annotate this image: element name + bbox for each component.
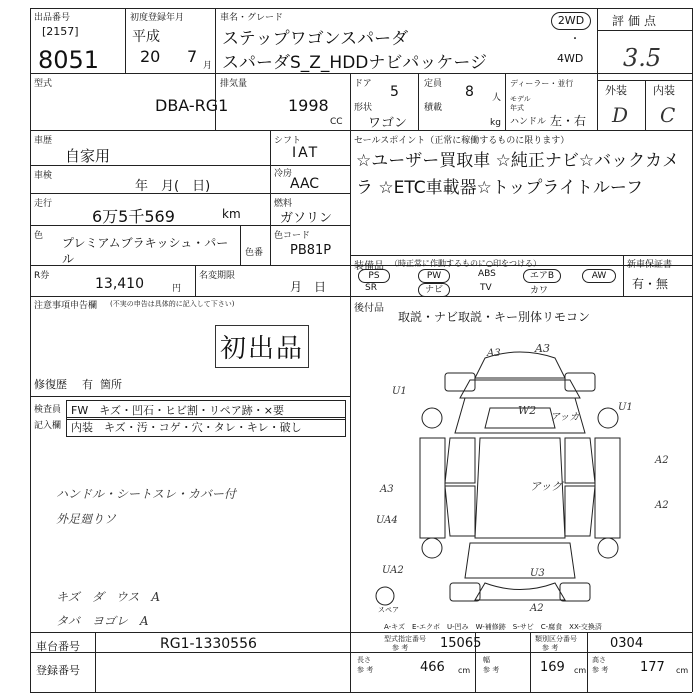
equip-tv: TV (480, 283, 492, 293)
grade: スパーダS_Z_HDDナビパッケージ (222, 53, 488, 73)
spare-tire-label: スペア (378, 606, 399, 614)
dealer-label: ディーラー・並行 (510, 79, 574, 88)
steering-value: 左・右 (550, 114, 587, 128)
damage-mark-13: A2 (655, 455, 669, 466)
aftermarket-items: 取説・ナビ取説・キー別体リモコン (398, 310, 591, 324)
inspector-interior-row: 内装 キズ・汚・コゲ・穴・タレ・キレ・破し (66, 417, 346, 437)
height-unit: cm (676, 666, 689, 675)
color-label: 色 (34, 231, 44, 241)
damage-mark-9: UA4 (376, 515, 398, 526)
color-code: PB81P (290, 243, 332, 258)
width-unit: cm (574, 666, 587, 675)
mileage: 6万5千569 (92, 207, 175, 226)
damage-mark-1: A3 (535, 342, 550, 355)
model-code: DBA-RG1 (155, 96, 229, 115)
width-ref: 参 考 (483, 666, 500, 674)
damage-mark-5: アッカ (550, 412, 580, 423)
repair-value: 有 (82, 378, 93, 391)
model-year-label: モデル (510, 95, 531, 103)
cc-unit: CC (330, 117, 343, 127)
model-name: ステップワゴンスパーダ (222, 29, 409, 49)
inspector-label-2: 記入欄 (34, 421, 62, 431)
notes-label: 注意事項申告欄 (34, 301, 98, 311)
damage-mark-3: U1 (392, 386, 407, 397)
damage-legend: A-キズ E-エクボ U-凹み W-補修跡 S-サビ C-腐食 XX-交換済 (384, 623, 602, 631)
type-number-label: 型式指定番号 (384, 635, 426, 643)
ac: AAC (290, 176, 320, 192)
shift-label: シフト (274, 136, 302, 146)
damage-mark-10: UA2 (382, 565, 404, 576)
yen-unit: 円 (172, 284, 182, 294)
damage-mark-12: A2 (655, 500, 669, 511)
capacity: 8 (465, 84, 474, 100)
ac-label: 冷房 (274, 169, 293, 179)
shift: IAT (292, 145, 320, 161)
equip-navi: ナビ (418, 283, 450, 297)
inspection-date: 年 月( 日) (135, 179, 211, 194)
length: 466 (420, 660, 445, 675)
inspector-note-4: タバ ヨゴレ A (56, 614, 149, 628)
length-label: 長さ (357, 656, 371, 664)
score-label: 評価点 (612, 14, 661, 28)
recycle-fee: 13,410 (95, 276, 144, 292)
equip-ps: PS (358, 269, 390, 283)
inspector-note-3: キズ ダ ウス A (56, 590, 161, 604)
color-no-label: 色番 (245, 248, 264, 258)
length-unit: cm (458, 666, 471, 675)
equip-aw: AW (582, 269, 616, 283)
vehicle-name-label: 車名・グレード (220, 13, 284, 23)
steering-label: ハンドル (510, 117, 547, 127)
first-registration-label: 初度登録年月 (130, 13, 185, 23)
load-label: 積載 (424, 103, 443, 113)
repair-places: 箇所 (100, 378, 122, 391)
km-unit: km (222, 207, 241, 221)
damage-mark-14: A2 (530, 603, 544, 614)
inspector-note-2: 外足廻りソ (56, 512, 117, 526)
model-code-label: 型式 (34, 79, 53, 89)
equipment-sub: （時正常に作動するものに○印をつける） (390, 259, 541, 268)
selling-points: ☆ユーザー買取車 ☆純正ナビ☆バックカメラ ☆ETC車載器☆トップライトルーフ (356, 151, 680, 198)
overall-score: 3.5 (623, 44, 662, 72)
new-manual-label: 新車保証書 (627, 260, 673, 270)
capacity-label: 定員 (424, 79, 443, 89)
fuel-label: 燃料 (274, 199, 293, 209)
history: 自家用 (65, 147, 111, 165)
equip-airbag: エアB (523, 269, 561, 283)
width-label: 幅 (483, 656, 490, 664)
type-number-ref: 参 考 (392, 644, 409, 652)
interior-label: 内装 (653, 84, 675, 97)
first-listing-stamp: 初出品 (215, 325, 309, 368)
displacement: 1998 (288, 96, 329, 115)
inspection-label: 車検 (34, 171, 53, 181)
shape: ワゴン (368, 116, 408, 131)
name-change-label: 名変期限 (199, 271, 236, 281)
repair-label: 修復歴 (34, 378, 67, 391)
length-ref: 参 考 (357, 666, 374, 674)
chassis-number: RG1-1330556 (160, 636, 257, 652)
lot-sub-number: [2157] (42, 25, 79, 38)
class-number-ref: 参 考 (542, 644, 559, 652)
inspector-label: 検査員 (34, 405, 62, 415)
equip-abs: ABS (478, 269, 496, 279)
height-ref: 参 考 (592, 666, 609, 674)
equip-pw: PW (418, 269, 450, 283)
inspector-note-1: ハンドル・シートスレ・カバー付 (56, 487, 236, 501)
name-change: 月 日 (290, 280, 327, 294)
chassis-label: 車台番号 (36, 640, 80, 653)
registration-label: 登録番号 (36, 664, 80, 677)
exterior-grade: D (612, 103, 629, 127)
width: 169 (540, 660, 565, 675)
damage-mark-8: A3 (380, 484, 394, 495)
drive-2wd: 2WD (551, 12, 591, 30)
mileage-label: 走行 (34, 199, 53, 209)
type-number: 15065 (440, 636, 482, 651)
month-unit: 月 (203, 61, 213, 71)
notes-sub: (不実の申告は具体的に記入して下さい) (110, 300, 235, 308)
displacement-label: 排気量 (220, 79, 248, 89)
damage-mark-4: W2 (518, 404, 537, 417)
year-label: 年式 (510, 104, 524, 112)
lot-number: 8051 (38, 46, 100, 74)
lot-number-label: 出品番号 (34, 13, 71, 23)
equip-sr: SR (365, 283, 377, 293)
damage-mark-11: U3 (530, 568, 545, 579)
auction-sheet: 出品番号 [2157] 8051 初度登録年月 平成 20 7 月 車名・グレード ステップワゴンスパーダ スパーダS_Z_HDDナビパッケージ 2WD ・ 4WD 評価点 3.5 外装 内装 D C 型式 DBA-RG1 排気量 1998 CC ドア 5 形状 ワゴン 定員 8 人 積載 kg ディーラー・並行 モデル 年式 ハンドル 左・右 車歴 自家用 車検 年 月( 日) 走行 6万5千569 km 色 プレミアムブラキッシュ・パール 色番 シフト IAT 冷房 AAC 燃料 ガソリン 色コード PB81P R券 13,410 円 名変期限 月 日 注意事項申告欄 (不実の申告は具体的に記入して下さい) 初出品 修復歴 有 箇所 検査員 記入欄 FW キズ・凹石・ヒビ割・リペア跡・×要 内装 キズ・汚・コゲ・穴・タレ・キレ・破し ハンドル・シートスレ・カバー付 外足廻りソ キズ ダ ウス A タバ ヨゴレ A セールスポイント（正常に稼働するものに限ります） ☆ユーザー買取車 ☆純正ナビ☆バックカメラ ☆ETC車載器☆トップライトルーフ 装備品 （時正常に作動するものに○印をつける） PS PW ABS エアB AW SR ナビ TV カワ 新車保証書 有・無 後付品 取説・ナビ取説・キー別体リモコン A3 A3 U1 W2 アッカ U1 アッグ A3 UA4 UA2 U3 A2 A2 A2 スペア A-キズ E-エクボ U-凹み W-補修跡 S-サビ C-腐食 XX-交換済 車台番号 RG1-1330556 登録番号 型式指定番号 参 考 15065 類別区分番号 参 考 0304 長さ 参 考 466 cm 幅 参 考 169 cm 高さ 参 考 177 cm (0, 0, 700, 700)
height-label: 高さ (592, 656, 606, 664)
height: 177 (640, 660, 665, 675)
selling-points-label: セールスポイント（正常に稼働するものに限ります） (354, 136, 570, 146)
car-damage-diagram (350, 338, 692, 628)
fuel: ガソリン (280, 211, 333, 226)
recycle-label: R券 (34, 271, 50, 281)
doors-label: ドア (354, 79, 372, 89)
aftermarket-label: 後付品 (354, 303, 384, 314)
inspector-exterior-row: FW キズ・凹石・ヒビ割・リペア跡・×要 (66, 400, 346, 420)
exterior-label: 外装 (605, 84, 627, 97)
color: プレミアムブラキッシュ・パール (62, 236, 229, 266)
class-number: 0304 (610, 636, 644, 651)
capacity-unit: 人 (492, 93, 502, 103)
drive-4wd: 4WD (557, 52, 584, 65)
equipment-label: 装備品 (354, 261, 384, 272)
damage-mark-7: アッグ (530, 480, 563, 493)
registration-year: 20 (140, 47, 161, 66)
damage-mark-6: U1 (618, 402, 633, 413)
interior-grade: C (660, 103, 676, 127)
kg-unit: kg (490, 118, 501, 128)
new-manual: 有・無 (632, 277, 669, 291)
shape-label: 形状 (354, 103, 373, 113)
color-code-label: 色コード (274, 231, 311, 241)
class-number-label: 類別区分番号 (535, 635, 577, 643)
damage-mark-2: A3 (487, 348, 501, 359)
registration-month: 7 (187, 47, 198, 66)
history-label: 車歴 (34, 136, 53, 146)
equip-leather: カワ (530, 286, 549, 296)
doors: 5 (390, 84, 399, 100)
era: 平成 (132, 29, 160, 45)
